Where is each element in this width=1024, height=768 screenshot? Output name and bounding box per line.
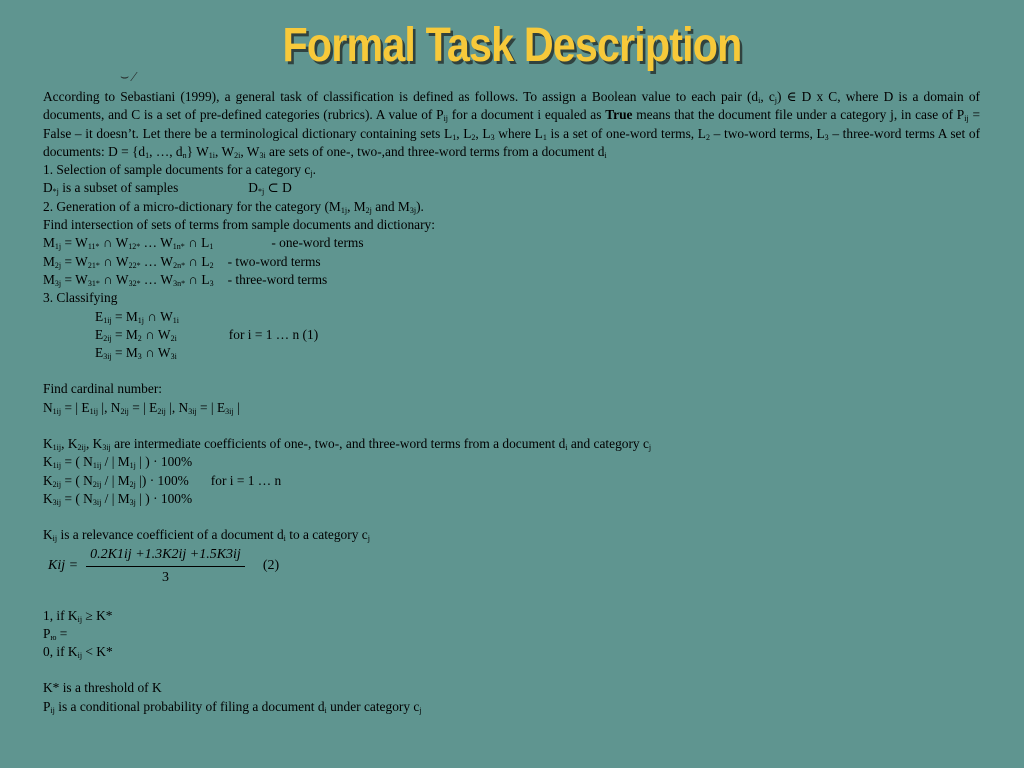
scribble-mark: ⌣ ⁄ [120,70,136,85]
piecewise-lhs: $P_ю$ = [43,625,68,642]
m3-equation: $M_{3j} = W_{31*}$ ∩ $W_{32*}$ … $W_{3n*}$ ∩ $L_3$ - three-word terms [43,271,328,288]
formula-fraction [86,546,245,587]
m2-equation: $M_{2j} = W_{21*}$ ∩ $W_{22*}$ … $W_{2n*}$ ∩ $L_2$ - two-word terms [43,253,321,270]
e2-equation: $E_{2ij} = M_2$ ∩ $W_{2i}$ for i = 1 … n (1) [95,326,319,343]
k2-equation: $K_{2ij}$ = ( $N_{2ij}$ / | $M_{2j}$ |) · 100% for i = 1 … n [43,472,282,489]
threshold-note: K* is a threshold of K [43,680,162,696]
cardinal-equation: $N_{1ij}$ = | $E_{1ij}$ |, $N_{2ij}$ = | $E_{2ij}$ |, $N_{3ij}$ = | $E_{3ij}$ | [43,399,240,416]
e1-equation: $E_{1ij} = M_{1j}$ ∩ $W_{1i}$ [95,308,180,325]
formula-number: (2) [262,558,280,574]
formula-denominator: 3 [161,569,169,585]
step3-heading: 3. Classifying [43,290,118,306]
slide-title: Formal Task Description [282,19,742,72]
probability-note: $P_{ij}$ is a conditional probability of filing a document $d_i$ under category $c_j$ [43,698,422,715]
k3-equation: $K_{3ij}$ = ( $N_{3ij}$ / | $M_{3j}$ | ) · 100% [43,490,193,507]
step2-find: Find intersection of sets of terms from sample documents and dictionary: [43,217,435,233]
piecewise-case-2: 0, if $K_{ij} < K*$ [43,644,113,661]
k1-equation: $K_{1ij}$ = ( $N_{1ij}$ / | $M_{1j}$ | ) · 100% [43,454,193,471]
relevance-description: $K_{ij}$ is a relevance coefficient of a document $d_i$ to a category $c_j$ [43,527,370,544]
formula-lhs: Kij = [48,558,79,574]
step2-heading: 2. Generation of a micro-dictionary for the category ($M_{1j}$, $M_{2j}$ and $M_{3j}$). [43,198,424,215]
slide-body [43,88,980,716]
cardinal-heading: Find cardinal number: [43,381,162,397]
intro-paragraph: According to Sebastiani (1999), a general task of classification is defined as follows. To assign a Boolean value to each pair ($d_i$, $c_j$) ∈ D x C, where D is a domain of documents, and C is a set of pre-defined categories (rubrics). A value of $P_{ij}$ for a document i equaled as True means that the document file under a category j, in case of $P_{ij}$ = False – it doesn’t. Let there be a terminological dictionary containing sets $L_1$, $L_2$, $L_3$ where $L_1$ is a set of one-word terms, $L_2$ – two-word terms, $L_3$ – three-word terms A set of documents: $D = \{d_1$, …, $d_n$} $W_{1i}$, $W_{2i}$, $W_{3i}$ are sets of one-, two-,and three-word terms from a document $d_i$ [43,89,980,160]
step1-heading: 1. Selection of sample documents for a category $c_j$. [43,162,316,179]
piecewise-case-1: 1, if $K_{ij} \ge K*$ [43,607,113,624]
m1-equation: $M_{1j} = W_{11*}$ ∩ $W_{12*}$ … $W_{1n*}$ ∩ $L_1$ - one-word terms [43,235,364,252]
formula-numerator: 0.2K1ij +1.3K2ij +1.5K3ij [86,546,245,566]
step1-line: $D_{*j}$ is a subset of samples $D_{*j}$ ⊂ D [43,180,292,197]
coeff-description: $K_{1ij}$, $K_{2ij}$, $K_{3ij}$ are intermediate coefficients of one-, two-, and three-word terms from a document $d_i$ and category $c_j$ [43,436,652,453]
relevance-formula [48,545,980,589]
e3-equation: $E_{3ij} = M_3$ ∩ $W_{3i}$ [95,345,177,362]
